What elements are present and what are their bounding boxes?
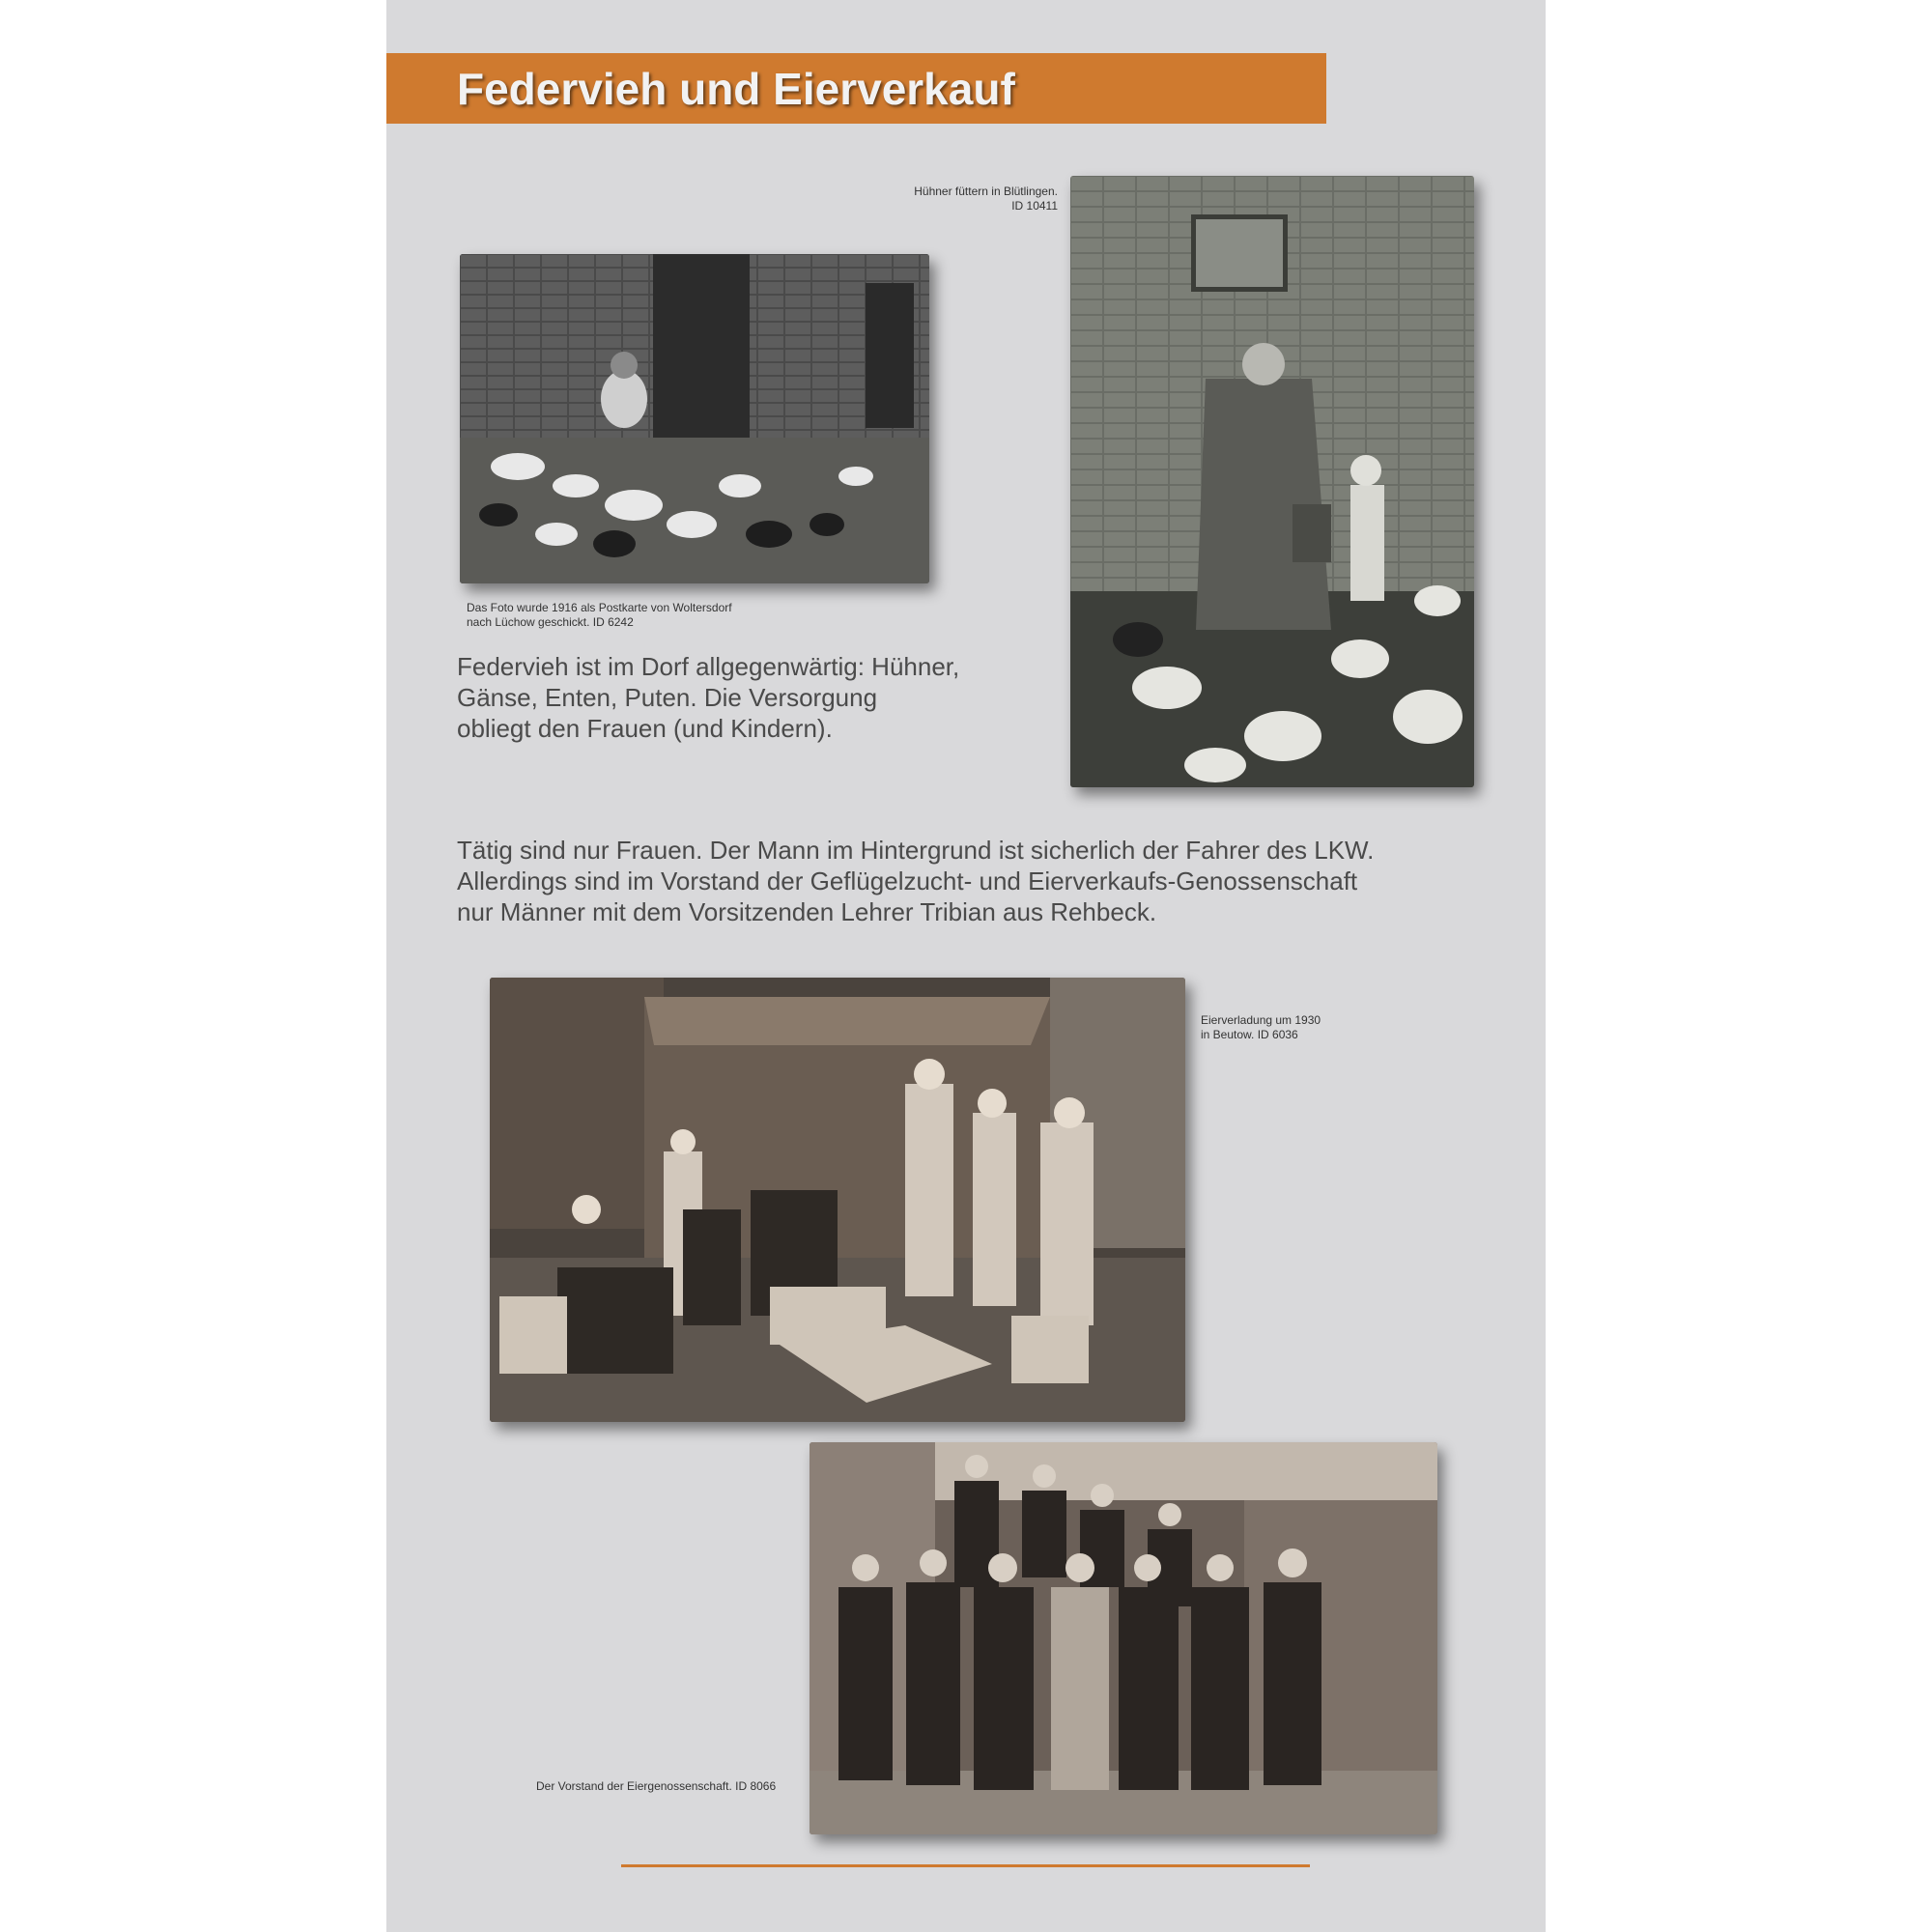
photo-chickens-1916: [460, 254, 929, 583]
caption-egg-loading: Eierverladung um 1930 in Beutow. ID 6036: [1201, 1013, 1321, 1041]
caption-board: Der Vorstand der Eiergenossenschaft. ID 8066: [536, 1779, 777, 1793]
women-paragraph: Tätig sind nur Frauen. Der Mann im Hintergrund ist sicherlich der Fahrer des LKW. Allerdings sind im Vorstand der Geflügelzucht- und Eierverkaufs-Genossenschaft nur Männer mit dem Vorsitzenden Lehrer Tribian aus Rehbeck.: [457, 836, 1375, 926]
caption-feeding-bluetlingen: Hühner füttern in Blütlingen. ID 10411: [914, 185, 1058, 213]
intro-paragraph: Federvieh ist im Dorf allgegenwärtig: Hühner, Gänse, Enten, Puten. Die Versorgung obliegt den Frauen (und Kindern).: [457, 652, 960, 743]
bottom-divider: [621, 1864, 1310, 1867]
photo-egg-loading: [490, 978, 1185, 1422]
photo-board: [810, 1442, 1437, 1834]
page-title: Federvieh und Eierverkauf: [457, 64, 1015, 114]
title-bar: [386, 53, 1326, 124]
photo-feeding-bluetlingen: [1070, 176, 1474, 787]
caption-chickens-1916: Das Foto wurde 1916 als Postkarte von Woltersdorf nach Lüchow geschickt. ID 6242: [467, 601, 732, 629]
